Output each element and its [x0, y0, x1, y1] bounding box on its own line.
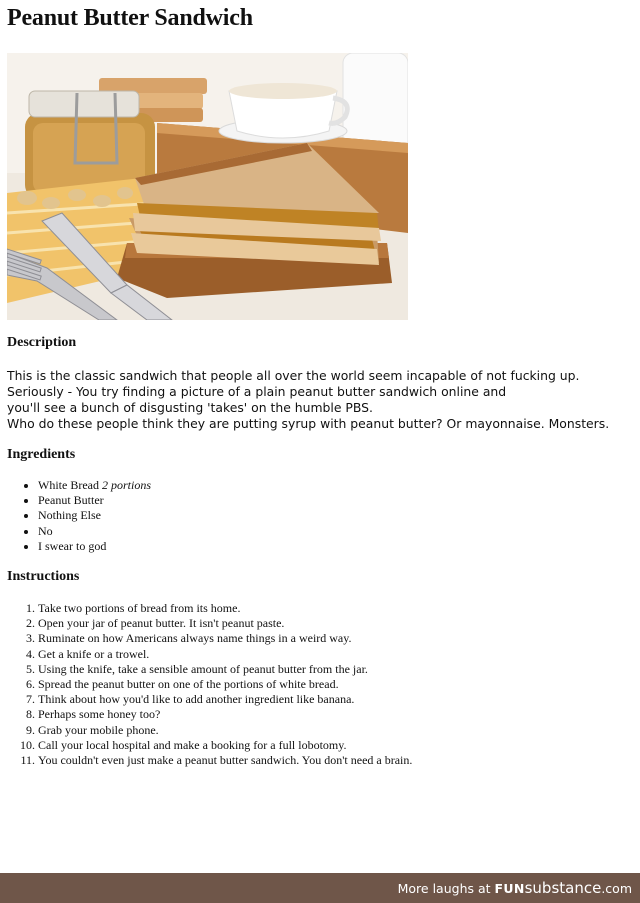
funsubstance-credit[interactable]	[398, 879, 632, 897]
watermark-footer	[0, 873, 640, 903]
ingredient-item	[38, 524, 151, 539]
ingredients-list	[7, 478, 151, 554]
ingredient-item	[38, 539, 151, 554]
description-text	[7, 368, 637, 432]
credit-prefix: More laughs at	[397, 881, 491, 896]
ingredients-heading: Ingredients	[7, 447, 76, 462]
sandwich-photo	[7, 53, 408, 320]
ingredient-name: Peanut Butter	[38, 493, 104, 508]
description-line: This is the classic sandwich that people all over the world seem incapable of not fucking up.	[7, 368, 580, 383]
instruction-step: 4. Get a knife or a trowel.	[38, 647, 412, 662]
ingredient-item	[38, 493, 151, 508]
instruction-step: 7. Think about how you'd like to add another ingredient like banana.	[38, 692, 412, 707]
instruction-step: 3. Ruminate on how Americans always name things in a weird way.	[38, 631, 412, 646]
ingredient-item	[38, 508, 151, 523]
instruction-step: 6. Spread the peanut butter on one of the portions of white bread.	[38, 677, 412, 692]
instruction-step: 8. Perhaps some honey too?	[38, 707, 412, 722]
instructions-list	[7, 601, 412, 768]
instruction-step: 2. Open your jar of peanut butter. It isn't peanut paste.	[38, 616, 412, 631]
instruction-step: 5. Using the knife, take a sensible amount of peanut butter from the jar.	[38, 662, 412, 677]
page-title: Peanut Butter Sandwich	[7, 5, 253, 31]
brand-rest: substance	[524, 879, 602, 897]
instruction-step: 9. Grab your mobile phone.	[38, 723, 412, 738]
brand-bold: FUN	[494, 881, 525, 896]
ingredient-name: No	[38, 523, 53, 538]
instruction-step: 11. You couldn't even just make a peanut butter sandwich. You don't need a brain.	[38, 753, 412, 768]
ingredient-name: I swear to god	[38, 538, 107, 553]
description-line: you'll see a bunch of disgusting 'takes' on the humble PBS.	[7, 400, 373, 415]
ingredient-name: White Bread	[38, 478, 99, 492]
instruction-step: 1. Take two portions of bread from its home.	[38, 601, 412, 616]
ingredient-name: Nothing Else	[38, 508, 101, 523]
instructions-heading: Instructions	[7, 569, 80, 584]
brand-suffix: .com	[601, 881, 632, 896]
ingredient-quantity: 2 portions	[101, 478, 151, 492]
description-line: Seriously - You try finding a picture of a plain peanut butter sandwich online and	[7, 384, 507, 399]
description-line: Who do these people think they are putting syrup with peanut butter? Or mayonnaise. Monsters.	[7, 416, 610, 431]
description-heading: Description	[7, 335, 77, 350]
instruction-step: 10. Call your local hospital and make a booking for a full lobotomy.	[38, 738, 412, 753]
ingredient-item	[38, 478, 151, 493]
